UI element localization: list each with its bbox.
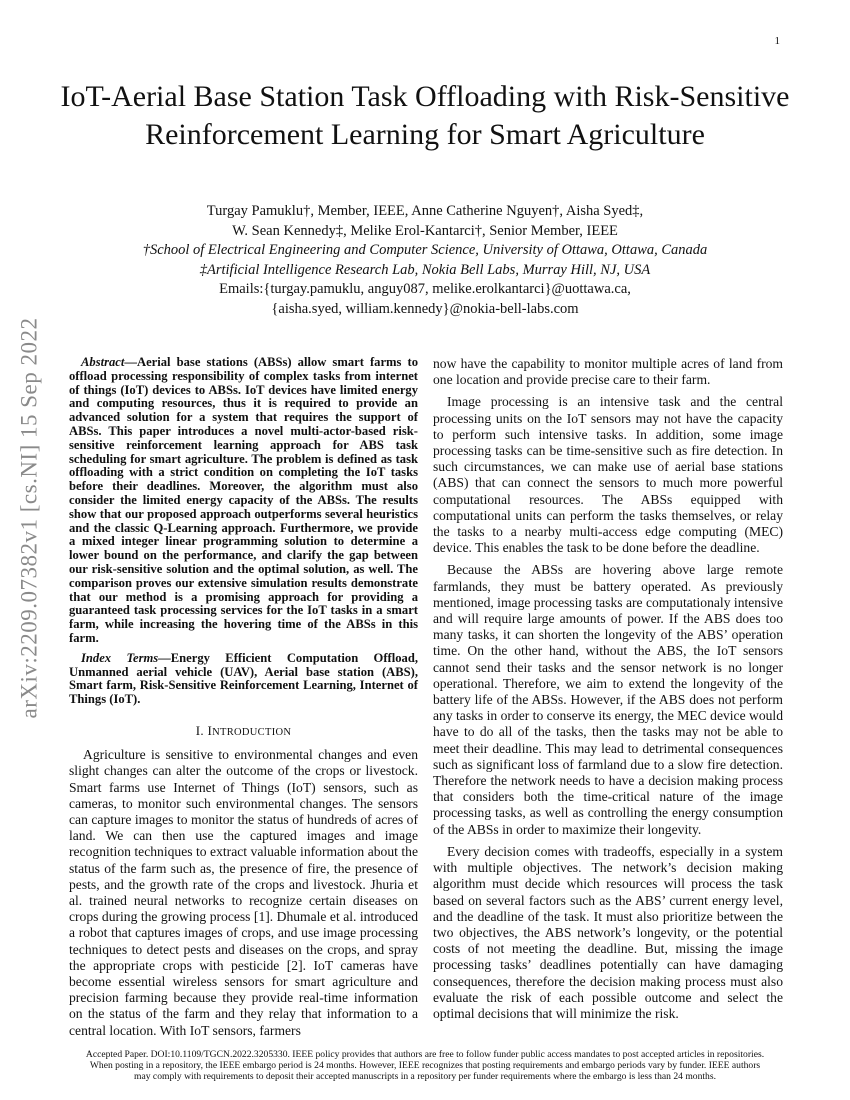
abstract-text: —Aerial base stations (ABSs) allow smart farms to offload processing responsibility of complex tasks from internet of things (IoT) devices to ABSs. IoT devices have limited energy and computing resources, thus it is required to provide an advanced solution for a system that requires the support of ABSs. This paper introduces a novel multi-actor-based risk-sensitive reinforcement learning approach for ABS task scheduling for smart agriculture. The problem is defined as task offloading with a strict condition on completing the IoT tasks before their deadlines. Moreover, the algorithm must also consider the limited energy capacity of the ABSs. The results show that our proposed approach outperforms several heuristics and the classic Q-Learning approach. Furthermore, we provide a mixed integer linear programming solution to determine a lower bound on the performance, and clarify the gap between our risk-sensitive solution and the optimal solution, as well. The comparison proves our extensive simulation results demonstrate that our method is a promising approach for providing a guaranteed task processing services for the IoT tasks in a smart farm, while increasing the hovering time of the ABSs in this farm.: [69, 355, 418, 645]
footer-line-2: When posting in a repository, the IEEE embargo period is 24 months. However, IEEE recognizes that posting requirements and embargo periods vary by funder. IEEE authors: [89, 1060, 761, 1071]
arxiv-watermark: [8, 280, 50, 755]
section-heading-introduction: [69, 723, 418, 741]
intro-paragraph: Agriculture is sensitive to environmental changes and even slight changes can alter the outcome of the crops or livestock. Smart farms use Internet of Things (IoT) sensors, such as cameras, to monitor such environmental changes. The sensors can capture images to monitor the status of hundreds of acres of land. We can then use the captured images and image recognition techniques to extract valuable information about the status of the farm such as, the presence of fire, the presence of pests, and the growth rate of the crops and livestock. Jhuria et al. trained neural networks to recognize certain diseases on crops during the growing process [1]. Dhumale et al. introduced a robot that captures images of crops, and use image processing techniques to detect pests and diseases on the crops, and spray the appropriate crops with pesticide [2]. IoT cameras have become essential wireless sensors for smart agriculture and precision farming because they provide real-time information on the status of the farm and they relay that information to a central location. With IoT sensors, farmers: [69, 747, 418, 1038]
footer-line-3: may comply with requirements to deposit their accepted manuscripts in a repository per funder requirements where the embargo is less than 24 months.: [134, 1071, 716, 1082]
left-column: [69, 356, 418, 1045]
author-line-1: Turgay Pamuklu†, Member, IEEE, Anne Catherine Nguyen†, Aisha Syed‡,: [206, 203, 644, 219]
affiliation-ottawa: †School of Electrical Engineering and Computer Science, University of Ottawa, Ottawa, Canada: [142, 242, 708, 258]
index-terms-text: —Energy Efficient Computation Offload, Unmanned aerial vehicle (UAV), Aerial base station (ABS), Smart farm, Risk-Sensitive Reinforcement Learning, Internet of Things (IoT).: [69, 650, 418, 707]
page-number: 1: [774, 35, 780, 47]
emails-line-2: {aisha.syed, william.kennedy}@nokia-bell-labs.com: [271, 300, 579, 317]
author-line-2: W. Sean Kennedy‡, Melike Erol-Kantarci†, Senior Member, IEEE: [232, 222, 618, 239]
section-title-initial: I: [207, 722, 213, 738]
body-paragraph: Image processing is an intensive task and the central processing units on the IoT sensors may not have the capacity to perform such intensive tasks. In addition, some image processing tasks can be time-sensitive such as fire detection. In such circumstances, we can make use of aerial base stations (ABS) that can connect the sensors to much more powerful computational resources. The ABSs equipped with computational units can perform the tasks themselves, or relay the tasks to a nearby multi-access edge computing (MEC) device. This enables the task to be done before the deadline.: [433, 394, 783, 556]
emails-line-1: Emails:{turgay.pamuklu, anguy087, melike.erolkantarci}@uottawa.ca,: [219, 281, 631, 297]
arxiv-identifier: arXiv:2209.07382v1 [cs.NI] 15 Sep 2022: [16, 316, 42, 719]
section-title-rest: NTRODUCTION: [212, 726, 292, 738]
abstract: [69, 356, 418, 646]
abstract-label: Abstract: [81, 355, 125, 369]
author-block: [60, 202, 790, 319]
index-terms-label: Index Terms: [81, 650, 159, 665]
body-paragraph: Because the ABSs are hovering above large remote farmlands, they must be battery operated. As previously mentioned, image processing tasks are computationaly intensive and will require large amounts of power. If the ABS does too many tasks, it can shorten the longevity of the ABS’ operation time. On the other hand, without the ABS, the IoT sensors cannot send their tasks and the sensor network is no longer operational. Therefore, we aim to extend the longevity of the battery life of the ABSs. However, if the ABS does not perform any tasks in order to conserve its energy, the MEC device would have to do all of the tasks, then the tasks may not be able to meet their deadline. This may lead to detrimental consequences such as significant loss of farmland due to a slow fire detection. Therefore the network needs to have a decision making process that considers both the time-critical nature of the image processing tasks, as well as controlling the energy consumption of the ABSs in order to maximize their longevity.: [433, 562, 783, 837]
index-terms: [69, 652, 418, 707]
copyright-footer: [60, 1049, 790, 1082]
body-paragraph: Every decision comes with tradeoffs, especially in a system with multiple objectives. The network’s decision making algorithm must decide which resources will process the task based on several factors such as the ABS’ current energy level, and the deadline of the task. It must also prioritize between the two objectives, the ABS network’s longevity, or the potential costs of not meeting the deadline. But, missing the image processing tasks’ deadlines potentially can have damaging consequences, therefore the decision making process must also evaluate the risk of each possible outcome and select the optimal decisions that will minimize the risk.: [433, 843, 783, 1021]
right-column: [433, 356, 783, 1028]
section-number: I.: [195, 722, 204, 738]
paper-title: IoT-Aerial Base Station Task Offloading with Risk-Sensitive Reinforcement Learning for Smart Agriculture: [60, 80, 790, 151]
footer-line-1: Accepted Paper. DOI:10.1109/TGCN.2022.3205330. IEEE policy provides that authors are free to follow funder public access mandates to post accepted articles in repositories.: [85, 1049, 765, 1060]
intro-paragraph-continued: now have the capability to monitor multiple acres of land from one location and provide precise care to their farm.: [433, 356, 783, 388]
affiliation-nokia: ‡Artificial Intelligence Research Lab, Nokia Bell Labs, Murray Hill, NJ, USA: [199, 261, 651, 278]
